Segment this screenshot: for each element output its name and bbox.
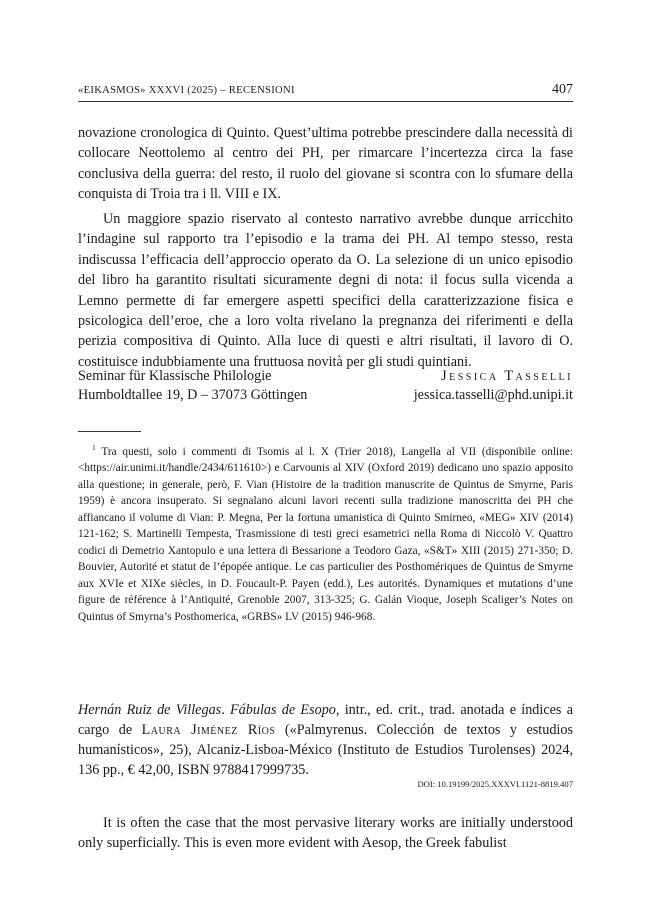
footnote-text: Tra questi, solo i commenti di Tsomis al l. X (Trier 2018), Langella al VII (disponibile online: <https://air.unimi.it/handle/2434/611610>) e Carvounis al XIV (Oxford 2019) dedicano uno spazio apposito alla questione; in generale, però, F. Vian (Histoire de la tradition manuscrite de Quintus de Smyrne, Paris 1959) è ancora insuperato. Si segnalano alcuni lavori recenti sulla tradizione manoscritta dei PH che affiancano il volume di Vian: P. Megna, Per la fortuna umanistica di Quinto Smirneo, «MEG» XIV (2014) 121-162; S. Martinelli Tempesta, Trasmissione di testi greci esametrici nella Roma di Niccolò V. Quattro codici di Demetrio Xantopulo e una lettera di Bessarione a Teodoro Gaza, «S&T» XIII (2015) 271-350; D. Bouvier, Autorité et statut de l’épopée antique. Le cas particulier des Posthomériques de Quintus de Smyrne aux XVIe et XIXe siècles, in D. Foucault-P. Payen (edd.), Les autorités. Dynamiques et mutations d’une figure de référence à l’Antiquité, Grenoble 2007, 313-325; G. Galán Vioque, Joseph Scaliger’s Notes on Quintus of Smyrna’s Posthomerica, «GRBS» LV (2015) 946-968. bbox=[78, 445, 573, 623]
page-number: 407 bbox=[552, 82, 573, 97]
footnote-rule bbox=[78, 431, 141, 432]
running-head bbox=[78, 82, 573, 98]
book-title: Fábulas de Esopo bbox=[230, 702, 336, 718]
book-author: Hernán Ruiz de Villegas bbox=[78, 702, 222, 718]
author-name: Jessica Tasselli bbox=[441, 368, 573, 384]
running-title: «EIKASMOS» XXXVI (2025) – RECENSIONI bbox=[78, 85, 295, 96]
header-rule bbox=[78, 101, 573, 102]
review-opening-paragraph: It is often the case that the most pervasive literary works are initially understood only superficially. This is even more evident with Aesop, the Greek fabulist bbox=[78, 815, 573, 852]
book-publication: («Palmyrenus. Colección de textos y estudios humanísticos», 25), Alcaniz-Lisboa-México (Instituto de Estudios Turolenses) 2024, 136 pp., € 42,00, ISBN 9788417999735. bbox=[78, 722, 573, 778]
institution: Seminar für Klassische Philologie bbox=[78, 368, 272, 384]
footnote-marker: 1 bbox=[92, 443, 96, 452]
doi: DOI: 10.19199/2025.XXXVI.1121-8819.407 bbox=[417, 779, 573, 789]
paragraph-conclusion: Un maggiore spazio riservato al contesto narrativo avrebbe dunque arricchito l’indagine sul rapporto tra l’episodio e la trama dei PH. Al tempo stesso, resta indiscussa l’efficacia dell’approccio operato da O. La selezione di un unico episodio del libro ha garantito risultati sicuramente degni di nota: il focus sulla vicenda a Lemno permette di far emergere aspetti specifici della caratterizzazione fisica e psicologica dell’eroe, che a loro volta rivelano la pregnanza dei riferimenti e della perizia compositiva di Quinto. Alla luce di questi e altri risultati, il lavoro di O. costituisce indubbiamente una fruttuosa novità per gli studi quintiani. bbox=[78, 211, 573, 370]
book-editor: Laura Jiménez Ríos bbox=[141, 722, 276, 738]
review-heading: Hernán Ruiz de Villegas. Fábulas de Esopo, intr., ed. crit., trad. anotada e índices a cargo de Laura Jiménez Ríos («Palmyrenus. Colección de textos y estudios humanísticos», 25), Alcaniz-Lisboa-México (Instituto de Estudios Turolenses) 2024, 136 pp., € 42,00, ISBN 9788417999735. bbox=[78, 702, 573, 778]
footnote bbox=[78, 440, 573, 625]
book-details: , intr., ed. crit., trad. anotada e índices a cargo de bbox=[78, 702, 573, 738]
paragraph-continuation: novazione cronologica di Quinto. Quest’ultima potrebbe prescindere dalla necessità di collocare Neottolemo al centro dei PH, per rimarcare l’incertezza circa la fase conclusiva della guerra: del resto, il ruolo del giovane si scontra con lo sfumare della conquista di Troia tra i ll. VIII e IX. bbox=[78, 125, 573, 203]
address: Humboldtallee 19, D – 37073 Göttingen bbox=[78, 387, 308, 403]
author-email: jessica.tasselli@phd.unipi.it bbox=[413, 387, 573, 403]
